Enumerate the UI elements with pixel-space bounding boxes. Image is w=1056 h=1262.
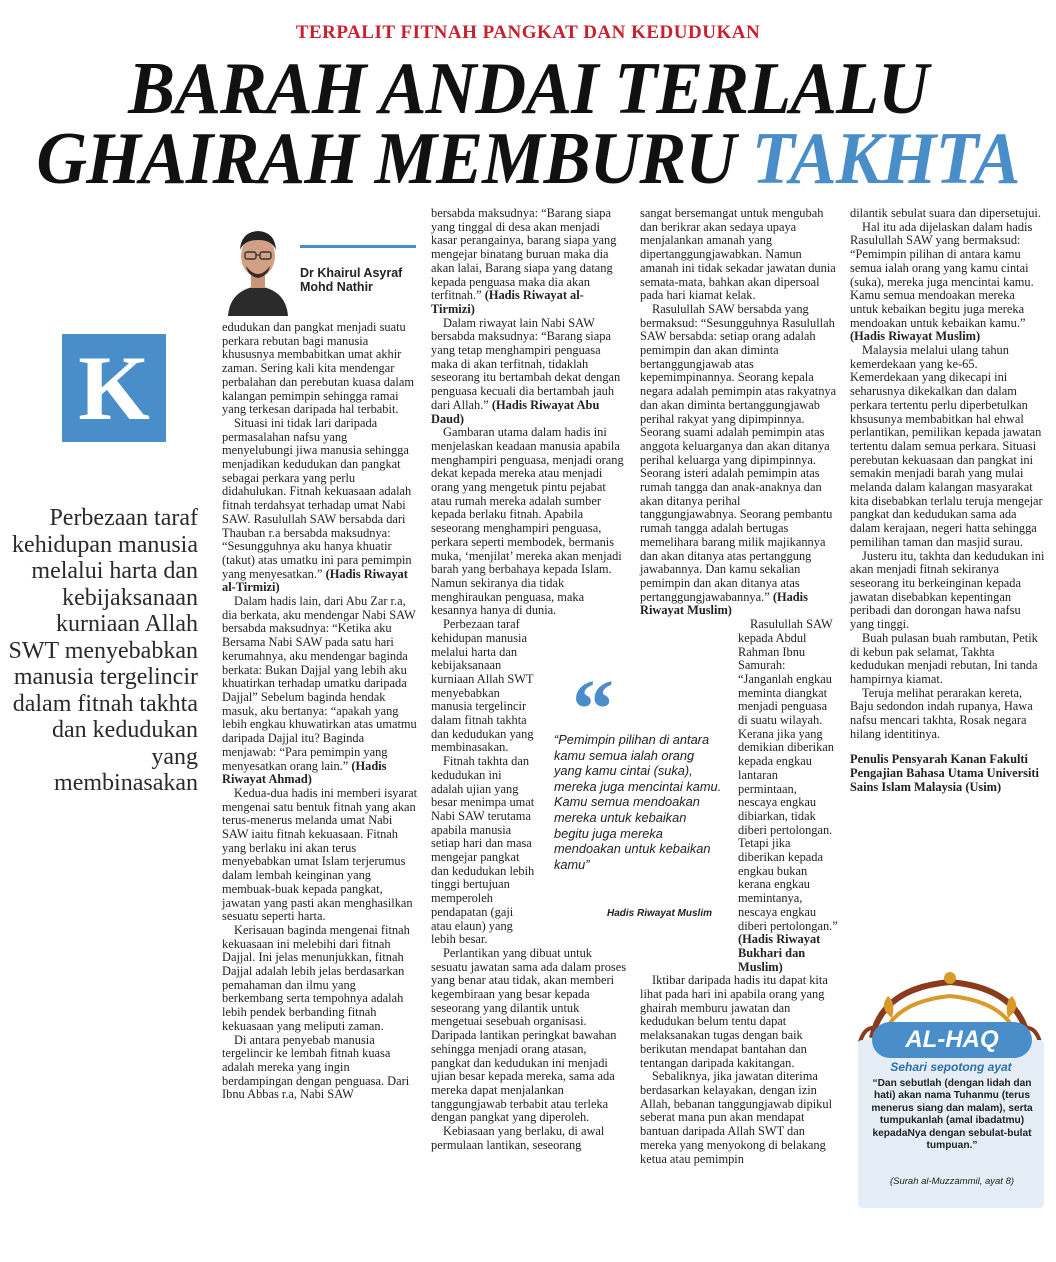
col4-paragraph: Malaysia melalui ulang tahun kemerdekaan yang ke-65. Kemerdekaan yang dikecapi ini seharusnya dikekalkan dan dalam perkara tertentu perlu diperbetulkan khsusunya membabitkan hal ehwal perlantikan, pemilikan kepada jawatan tertentu dalam semua perkara. Situasi perebutan kekuasaan dan pangkat ini semakin menjadi barah yang mulai melanda dalam kalangan masyarakat kita disebabkan terlalu teruja mengejar pangkat dan kedudukan sama ada dalam kerajaan, negeri hatta sehingga pemilihan taman dan masjid surau. [850, 343, 1043, 549]
col2-paragraph: Gambaran utama dalam hadis ini menjelaskan keadaan manusia apabila menghampiri penguasa, menjadi orang dekat kepada mereka atau menjadi orang yang mengetuk pintu pejabat atau rumah mereka adalah sumber kepada berlaku fitnah. Apabila seseorang menghampiri penguasa, perkara seperti membodek, bermanis muka, ‘menjilat’ mereka akan menjadi barah yang berbahaya kepada Islam. Namun sekiranya dia tidak menghiraukan penguasa, maka kesannya hanya di dunia. [431, 425, 624, 618]
alhaq-source: (Surah al-Muzzammil, ayat 8) [889, 1176, 1015, 1187]
col3-paragraph: Sebaliknya, jika jawatan diterima berdasarkan kelayakan, dengan izin Allah, bebanan tanggungjawab dipikul seberat mana pun akan mendapat bantuan daripada Allah SWT dan mereka yang menyokong di belakang ketua atau pemimpin [640, 1069, 833, 1166]
column-1 [222, 321, 418, 1102]
col1-paragraph [222, 417, 418, 595]
col3-p2-text: Rasulullah SAW bersabda yang bermaksud: “Sesungguhnya Rasulullah SAW bersabda: setiap orang adalah pemimpin dan akan diminta bertanggungjawab atas kepemimpinannya. Seorang kepala negara adalah pemimpin atas rakyatnya dan akan diminta bertanggungjawab perihal rakyat yang dipimpinnya. Seorang suami adalah pemimpin atas anggota keluarganya dan akan ditanya perihal keluarga yang dipimpinnya. Seorang isteri adalah pemimpin atas rumah tangga dan anak-anaknya dan akan ditanya perihal tanggungjawabnya. Seorang pembantu rumah tangga adalah bertugas memelihara barang milik majikannya dan akan ditanya atas pertanggung jawabannya. Dan kamu sekalian pemimpin dan akan ditanya atas pertanggungjawabannya.” [640, 301, 837, 604]
alhaq-subtitle: Sehari sepotong ayat [890, 1060, 1012, 1074]
author-credit: Penulis Pensyarah Kanan Fakulti Pengajian Bahasa Utama Universiti Sains Islam Malaysia (Usim) [850, 752, 1039, 794]
col2-paragraph [431, 207, 627, 317]
col1-paragraph: Di antara penyebab manusia tergelincir ke lembah fitnah kuasa adalah mereka yang ingin berdampingan dengan penguasa. Dari Ibnu Abbas r.a, Nabi SAW [222, 1032, 410, 1102]
col2-p2-text: Dalam riwayat lain Nabi SAW bersabda maksudnya: “Barang siapa yang tetap menghampiri penguasa maka di akan terfitnah, tidaklah seseorang itu bertambah dekat dengan penguasa kecuali dia bertambah jauh dari Allah.” [431, 315, 621, 412]
author-photo [224, 220, 292, 316]
col1-p2-source: (Hadis Riwayat al-Tirmizi) [222, 566, 408, 595]
author-bar [300, 245, 416, 248]
headline-line2 [26, 118, 1029, 200]
author-name-line1: Dr Khairul Asyraf [300, 266, 403, 280]
author-name-line2: Mohd Nathir [300, 280, 373, 294]
col1-p3-source: (Hadis Riwayat Ahmad) [222, 758, 387, 787]
col2-paragraph: Fitnah takhta dan kedudukan ini adalah ujian yang besar menimpa umat Nabi SAW terutama apabila manusia setiap hari dan masa mengejar pangkat dan kedudukan lebih tinggi bertujuan memperoleh pendapatan (gaji atau elaun) yang lebih besar. [431, 754, 535, 947]
headline-line1: BARAH ANDAI TERLALU [128, 48, 928, 130]
col1-paragraph: edudukan dan pangkat menjadi suatu perkara rebutan bagi manusia khususnya membabitkan umat akhir zaman. Sering kali kita mendengar perbalahan dan perebutan kuasa dalam kalangan pemimpin sehingga ramai yang terkesan daripada hal terbabit. [222, 320, 414, 417]
col3-paragraph: Iktibar daripada hadis itu dapat kita lihat pada hari ini apabila orang yang ghairah memburu jawatan dan kedudukan belum tentu dapat melaksanakan tugas dengan baik berikutan mendapat bantahan dan tentangan daripada kakitangan. [640, 973, 828, 1070]
col1-paragraph [222, 595, 418, 787]
col2-paragraph: Kebiasaan yang berlaku, di awal permulaan lantikan, seseorang [431, 1124, 605, 1152]
col4-paragraph: Teruja melihat perarakan kereta, Baju sedondon indah rupanya, Hawa nafsu mencari takhta, Rosak negara hilang identitinya. [850, 685, 1033, 741]
col1-p3-text: Dalam hadis lain, dari Abu Zar r.a, dia berkata, aku mendengar Nabi SAW bersabda maksudnya: “Ketika aku Bersama Nabi SAW pada satu hari kerumahnya, aku mendengar baginda berkata: Bukan Dajjal yang lebih aku khuatirkan terhadap umatku daripada Dajjal” Sebelum baginda hendak masuk, aku bertanya: “apakah yang lebih engkau khuwatirkan atas umatmu daripada Dajjal itu? Baginda menjawab: “Para pemimpin yang menyesatkan orang lain.” [222, 594, 417, 773]
col2-paragraph [431, 317, 627, 427]
col1-paragraph: Kerisauan baginda mengenai fitnah kekuasaan ini melebihi dari fitnah Dajjal. Ini jelas menunjukkan, fitnah Dajjal adalah lebih jelas berdasarkan pemahaman dan ilmu yang berkembang serta tempohnya adalah lebih pendek berbanding fitnah kekuasaan yang meliputi zaman. [222, 922, 410, 1033]
col3-p2-source: (Hadis Riwayat Muslim) [640, 589, 808, 618]
alhaq-verse: “Dan sebutlah (dengan lidah dan hati) akan nama Tuhanmu (terus menerus siang dan malam), serta tumpukanlah (amal ibadatmu) kepadaNya dengan sebulat-bulat tumpuan.” [871, 1078, 1033, 1152]
col4-paragraph: Buah pulasan buah rambutan, Petik di kebun pak selamat, Takhta kedudukan menjadi rebutan, Ini tanda hampirnya kiamat. [850, 630, 1038, 686]
col2-paragraph: Perlantikan yang dibuat untuk sesuatu jawatan sama ada dalam proses yang benar atau tidak, akan memberi kegembiraan yang besar kepada seseorang yang dilantik untuk mengetuai sesebuah organisasi. Daripada lantikan peringkat bawahan sehingga menjadi orang atasan, pangkat dan kedudukan ini menjadi ujian besar kepada mereka, sama ada mereka dapat menjalankan tanggungjawab terbabit atau terleka dengan pangkat yang diperoleh. [431, 945, 627, 1125]
alhaq-title: AL-HAQ [872, 1022, 1032, 1058]
col3-paragraph: sangat bersemangat untuk mengubah dan berikrar akan sedaya upaya menjalankan amanah yang dipertanggungjawabkan. Namun amanah ini tidak sekadar jawatan dunia semata-mata, bahkan akan dipersoal pada hari kiamat kelak. [640, 206, 836, 303]
pull-quote: Perbezaan taraf kehidupan manusia melalui harta dan kebijaksanaan kurniaan Allah SWT menyebabkan manusia tergelincir dalam fitnah takhta dan kedudukan yang membinasakan [8, 505, 198, 796]
highlight-quote-text: “Pemimpin pilihan di antara kamu semua ialah orang yang kamu cintai (suka), mereka juga mencintai kamu. Kamu semua mendoakan mereka untuk kebaikan begitu juga mereka mendoakan untuk kebaikan kamu” [554, 732, 722, 872]
headline-line2-main: GHAIRAH MEMBURU [36, 118, 736, 200]
col3-paragraph [738, 618, 838, 974]
col1-paragraph: Kedua-dua hadis ini memberi isyarat mengenai satu bentuk fitnah yang akan terus-menerus melanda umat Nabi SAW iaitu fitnah kekuasaan. Fitnah yang berlaku ini akan terus menyebabkan umat Islam terjerumus dalam lembah keinginan yang membuak-buak kepada pangkat, jawatan yang pasti akan menghasilkan sesuatu seperti harta. [222, 785, 418, 924]
column-4 [850, 207, 1046, 795]
col1-p2-text: Situasi ini tidak lari daripada permasalahan nafsu yang menyelubungi jiwa manusia sehingga menjadikan kedudukan dan pangkat sebagai perkara yang perlu didahulukan. Fitnah kekuasaan adalah fitnah terdahsyat terhadap umat Nabi SAW. Rasulullah SAW bersabda dari Thauban r.a bersabda maksudnya: “Sesungguhnya aku hanya khuatir (takut) atas umatku ini para pemimpin yang menyesatkan.” [222, 415, 412, 581]
col4-p2-source: (Hadis Riwayat Muslim) [850, 329, 981, 344]
col2-paragraph: Perbezaan taraf kehidupan manusia melalui harta dan kebijaksanaan kurniaan Allah SWT menyebabkan manusia tergelincir dalam fitnah takhta dan kedudukan yang membinasakan. [431, 617, 534, 755]
highlight-quote-source: Hadis Riwayat Muslim [606, 908, 712, 919]
headline [26, 48, 1029, 200]
kicker: TERPALIT FITNAH PANGKAT DAN KEDUDUKAN [295, 22, 761, 43]
col2-p1-text: bersabda maksudnya: “Barang siapa yang tinggal di desa akan menjadi kasar perangainya, barang siapa yang mengejar binatang buruan maka dia akan lalai, Barang siapa yang datang kepada penguasa maka dia akan terfitnah.” [431, 206, 617, 303]
headline-accent: TAKHTA [751, 118, 1020, 200]
col2-p1-source: (Hadis Riwayat al-Tirmizi) [431, 288, 584, 316]
col4-paragraph: dilantik sebulat suara dan dipersetujui. [850, 206, 1041, 220]
col4-p2-text: Hal itu ada dijelaskan dalam hadis Rasulullah SAW yang bermaksud: “Pemimpin pilihan di antara kamu semua ialah orang yang kamu cintai (suka), mereka juga mencintai kamu. Kamu semua mendoakan mereka untuk kebaikan begitu juga mereka mendoakan untuk kebaikan kamu.” [850, 219, 1034, 330]
col4-paragraph [850, 221, 1046, 344]
drop-cap: K [62, 334, 166, 442]
col3-p3-source: (Hadis Riwayat Bukhari dan Muslim) [738, 932, 821, 974]
author-name [300, 266, 402, 294]
col3-p3-text: Rasulullah SAW kepada Abdul Rahman Ibnu Samurah: “Janganlah engkau meminta diangkat menjadi penguasa di suatu wilayah. Kerana jika yang demikian diberikan kepada engkau lantaran permintaan, nescaya engkau dibiarkan, tidak diberi pertolongan. Tetapi jika diberikan kepada engkau bukan kerana engkau memintanya, nescaya engkau diberi pertolongan.” [738, 617, 838, 933]
col3-paragraph [640, 303, 838, 618]
col2-p2-source: (Hadis Riwayat Abu Daud) [431, 397, 600, 426]
quote-mark-icon: “ [572, 663, 614, 756]
col4-paragraph: Justeru itu, takhta dan kedudukan ini akan menjadi fitnah sekiranya seseorang itu berkeinginan kepada jawatan disebabkan kepentingan peribadi dan dorongan hawa nafsu yang tinggi. [850, 548, 1045, 632]
